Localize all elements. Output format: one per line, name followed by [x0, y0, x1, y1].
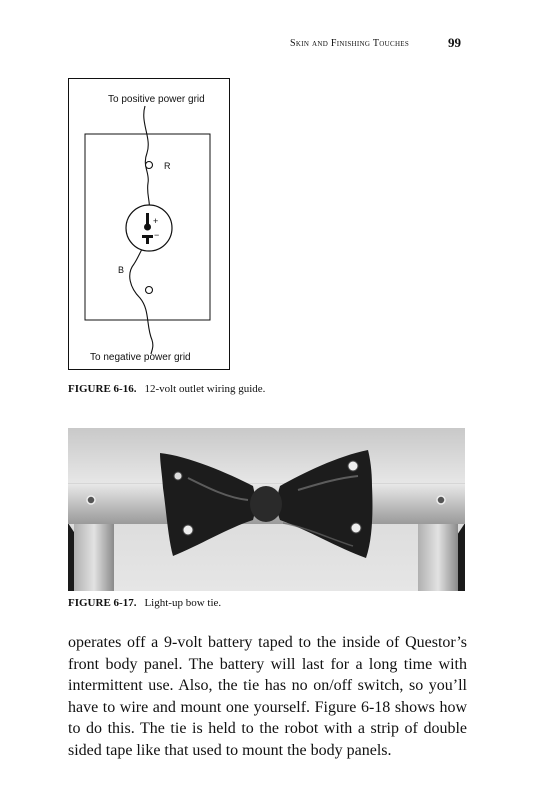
- negative-pin: [142, 235, 153, 238]
- minus-sign: −: [154, 230, 160, 240]
- bow-tie-led-1: [183, 525, 193, 535]
- label-positive-grid: To positive power grid: [108, 94, 205, 105]
- positive-contact: [144, 224, 151, 231]
- label-negative-grid: To negative power grid: [90, 352, 191, 363]
- page-number: 99: [448, 35, 461, 50]
- figure-6-17-caption-label: FIGURE 6-17.: [68, 597, 137, 609]
- figure-6-17-bow-tie-photo: [68, 428, 465, 591]
- plus-sign: +: [153, 216, 159, 226]
- bow-tie-led-2: [174, 472, 182, 480]
- screw-r: [146, 162, 153, 169]
- bar-screw-left: [87, 496, 95, 504]
- bow-tie-knot: [250, 486, 282, 522]
- bar-screw-right: [437, 496, 445, 504]
- body-paragraph: operates off a 9-volt battery taped to the inside of Questor’s front body panel. The battery will last for a long time with intermittent use. Also, the tie has no on/off switch, so you’ll have to wire and mount one yourself. Figure 6-18 shows how to do this. The tie is held to the robot with a strip of double sided tape like that used to mount the body panels.: [68, 634, 467, 759]
- figure-6-16-caption-label: FIGURE 6-16.: [68, 383, 137, 395]
- figure-6-16-caption-text: 12-volt outlet wiring guide.: [144, 383, 266, 395]
- figure-6-17-caption-text: Light-up bow tie.: [144, 597, 222, 609]
- label-b: B: [118, 265, 125, 275]
- bow-tie-led-3: [348, 461, 358, 471]
- figure-6-16-wiring-diagram: [68, 78, 230, 370]
- negative-pin-stem: [146, 238, 149, 244]
- figure-6-16-caption: [68, 383, 265, 395]
- figure-6-17-caption: [68, 597, 221, 609]
- running-head: Skin and Finishing Touches: [290, 38, 410, 49]
- screw-b: [146, 287, 153, 294]
- bow-tie-led-4: [351, 523, 361, 533]
- frame-leg-right: [418, 523, 458, 591]
- label-r: R: [164, 161, 171, 171]
- frame-leg-left: [74, 523, 114, 591]
